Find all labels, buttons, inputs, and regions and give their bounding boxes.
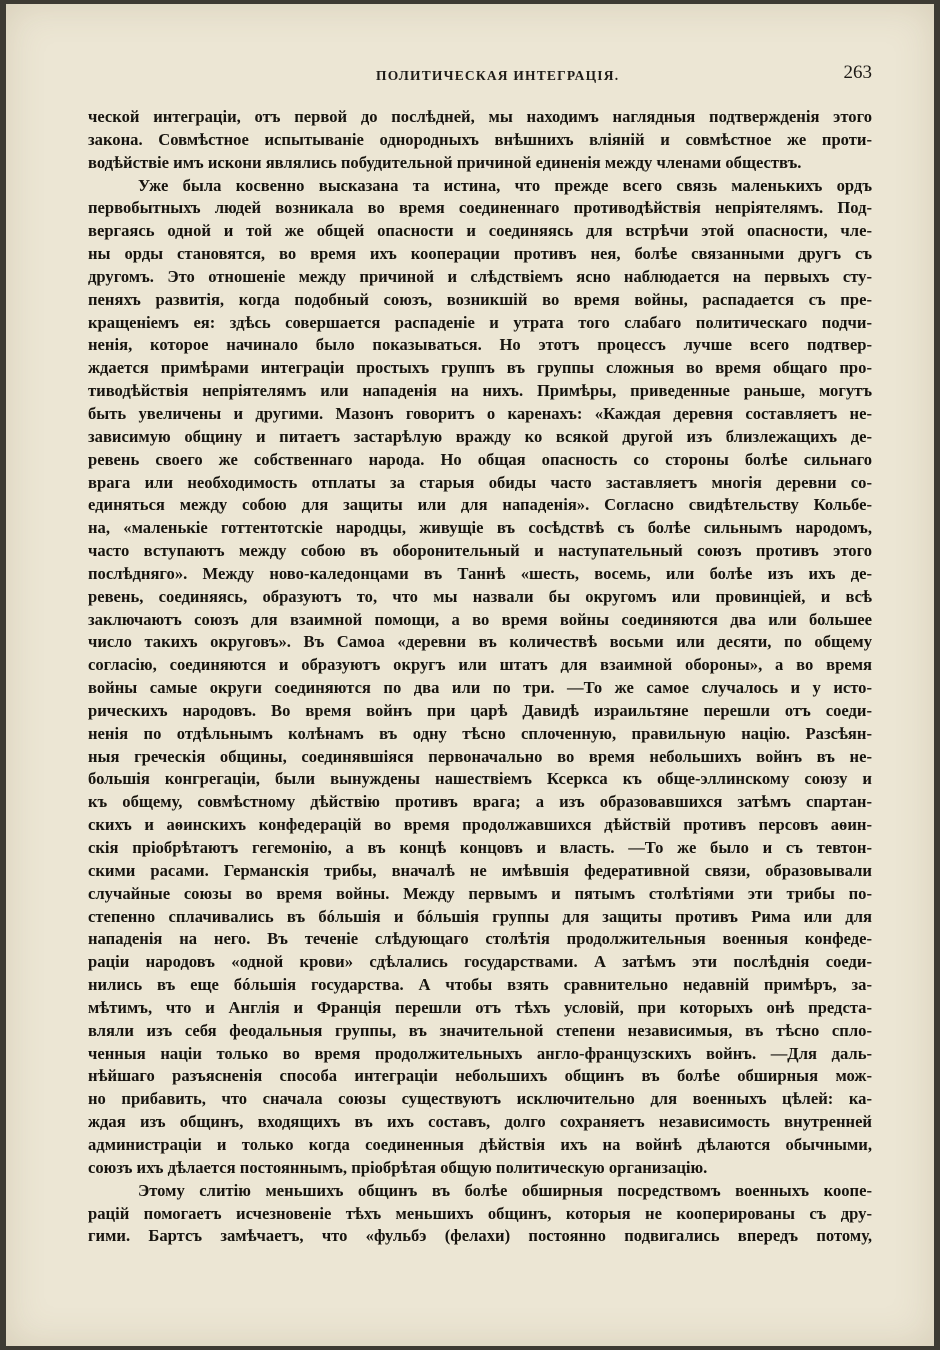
text-line: ченныя націи только во время продолжительныхъ англо-французскихъ войнъ. —Для даль- <box>88 1043 872 1063</box>
text-line: ждая изъ общинъ, входящихъ въ ихъ составъ, долго сохраняетъ независимость внутренней <box>88 1112 872 1132</box>
text-line: закона. Совмѣстное испытываніе однородныхъ внѣшнихъ вліяній и совмѣстное же проти- <box>88 129 872 149</box>
text-line: войны самые округи соединяются по два или по три. —То же самое случалось и у исто- <box>88 678 872 698</box>
text-line: пеняхъ развитія, когда подобный союзъ, возникшій во время войны, распадается съ пре- <box>88 289 872 309</box>
text-line: единяться между собою для защиты или для нападенія». Согласно свидѣтельству Кольбе- <box>88 495 872 515</box>
text-line: тиводѣйствія непріятелямъ или нападенія на нихъ. Примѣры, приведенные раньше, могутъ <box>88 381 872 401</box>
text-line: администраціи и только когда соединенныя дѣйствія ихъ на войнѣ дѣлаются обычными, <box>88 1134 872 1154</box>
running-title: ПОЛИТИЧЕСКАЯ ИНТЕГРАЦІЯ. <box>376 68 620 83</box>
text-line: ревень, соединяясь, образуютъ то, что мы назвали бы округомъ или провинціей, и всѣ <box>88 586 872 606</box>
paragraph-first-line: Этому слитію меньшихъ общинъ въ болѣе обширныя посредствомъ военныхъ коопе- <box>138 1180 872 1200</box>
text-line: нѣйшаго разъясненія способа интеграціи небольшихъ общинъ въ болѣе обширныя мож- <box>88 1066 872 1086</box>
text-line: мѣтимъ, что и Англія и Франція перешли отъ тѣхъ условій, при которыхъ онѣ предста- <box>88 997 872 1017</box>
text-line: ненія по отдѣльнымъ колѣнамъ въ одну тѣсно сплоченную, правильную націю. Разсѣян- <box>88 723 872 743</box>
book-page <box>6 4 934 1346</box>
text-line: союзъ ихъ дѣлается постояннымъ, пріобрѣтая общую политическую организацію. <box>88 1157 708 1177</box>
text-line: нападенія на него. Въ теченіе слѣдующаго столѣтія продолжительныя военныя конфеде- <box>88 929 872 949</box>
text-line: нились въ еще бóльшія государства. А чтобы взять сравнительно недавній примѣръ, за- <box>88 975 872 995</box>
text-line: первобытныхъ людей возникала во время соединеннаго противодѣйствія непріятелямъ. Под- <box>88 198 872 218</box>
text-line: согласію, соединяются и образуютъ округъ или штатъ для взаимной обороны», а во время <box>88 655 872 675</box>
page-header <box>90 62 872 90</box>
text-line: другомъ. Это отношеніе между причиной и слѣдствіемъ ясно наблюдается на первыхъ сту- <box>88 266 872 286</box>
text-line: ныя греческія общины, соединявшіяся первоначально во время небольшихъ войнъ въ не- <box>88 746 872 766</box>
text-line: раціи народовъ «одной крови» сдѣлались государствами. А затѣмъ эти послѣднія соеди- <box>88 952 872 972</box>
text-line: ческой интеграціи, отъ первой до послѣдней, мы находимъ наглядныя подтвержденія этого <box>88 107 872 126</box>
text-line: рическихъ народовъ. Во время войнъ при царѣ Давидѣ израильтяне перешли отъ соеди- <box>88 700 872 720</box>
text-line: ны орды становятся, во время ихъ кооперации противъ нея, болѣе связанными другъ съ <box>88 244 872 264</box>
text-line: вергаясь одной и той же общей опасности и соединяясь для встрѣчи этой опасности, чле- <box>88 221 872 241</box>
text-line: кращеніемъ ея: здѣсь совершается распаденіе и утрата того слабаго политическаго подчи- <box>88 312 872 332</box>
text-line: степенно сплачивались въ бóльшія и бóльшія группы для защиты противъ Рима или для <box>88 906 872 926</box>
text-line: ждается примѣрами интеграціи простыхъ группъ въ группы сложныя во время общаго про- <box>88 358 872 378</box>
text-line: но прибавить, что сначала союзы существуютъ исключительно для военныхъ цѣлей: ка- <box>88 1089 872 1109</box>
text-line: на, «маленькіе готтентотскіе народцы, живущіе въ сосѣдствѣ съ болѣе сильнымъ народомъ, <box>88 518 872 538</box>
text-line: ревень своего же собственнаго народа. Но общая опасность со стороны болѣе сильнаго <box>88 449 872 469</box>
text-line: скихъ и аѳинскихъ конфедерацій во время продолжавшихся дѣйствій противъ персовъ аѳин- <box>88 815 872 835</box>
text-line: случайные союзы во время войны. Между первымъ и пятымъ столѣтіями эти трибы по- <box>88 883 872 903</box>
text-line: къ общему, совмѣстному дѣйствію противъ врага; а изъ образовавшихся затѣмъ спартан- <box>88 792 872 812</box>
text-line: число такихъ округовъ». Въ Самоа «деревни въ количествѣ восьми или десяти, по общему <box>88 632 872 652</box>
text-line: зависимую общину и питаетъ застарѣлую вражду ко всякой другой изъ близлежащихъ де- <box>88 426 872 446</box>
text-line: заключаютъ союзъ для взаимной помощи, а во время войны соединяются два или большее <box>88 609 872 629</box>
paragraph-first-line: Уже была косвенно высказана та истина, что прежде всего связь маленькихъ ордъ <box>138 175 872 195</box>
text-line: вляли изъ себя феодальныя группы, въ значительной степени независимыя, въ тѣсно спло- <box>88 1020 872 1040</box>
text-line: быть увеличены и другими. Мазонъ говоритъ о каренахъ: «Каждая деревня составляетъ не- <box>88 403 872 423</box>
text-line: врага или необходимость отплаты за старыя обиды часто заставляетъ многія деревни со- <box>88 472 872 492</box>
text-line: часто вступаютъ между собою въ оборонительный и наступательный союзъ противъ этого <box>88 541 872 561</box>
text-line: скія пріобрѣтаютъ гегемонію, а въ концѣ концовъ и власть. —То же было и съ тевтон- <box>88 838 872 857</box>
text-line: рацій помогаетъ исчезновеніе тѣхъ меньшихъ общинъ, которыя не кооперированы съ дру- <box>88 1203 872 1223</box>
text-line: ненія, которое начинало было показываться. Но этотъ процессъ лучше всего подтвер- <box>88 335 872 355</box>
text-line: водѣйствіе имъ искони являлись побудительной причиной единенія между членами обществъ. <box>88 152 802 172</box>
text-line: гими. Бартсъ замѣчаетъ, что «фульбэ (фелахи) постоянно подвигались впередъ потому, <box>88 1226 872 1246</box>
body-text <box>88 106 872 1248</box>
text-line: скими расами. Германскія трибы, вначалѣ не имѣвшія федеративной связи, образовывали <box>88 860 872 880</box>
text-line: большія конгрегаціи, были вынуждены нашествіемъ Ксеркса къ обще-эллинскому союзу и <box>88 769 872 789</box>
page-number: 263 <box>843 62 872 83</box>
text-line: послѣдняго». Между ново-каледонцами въ Таннѣ «шесть, восемь, или болѣе изъ ихъ де- <box>88 563 872 583</box>
